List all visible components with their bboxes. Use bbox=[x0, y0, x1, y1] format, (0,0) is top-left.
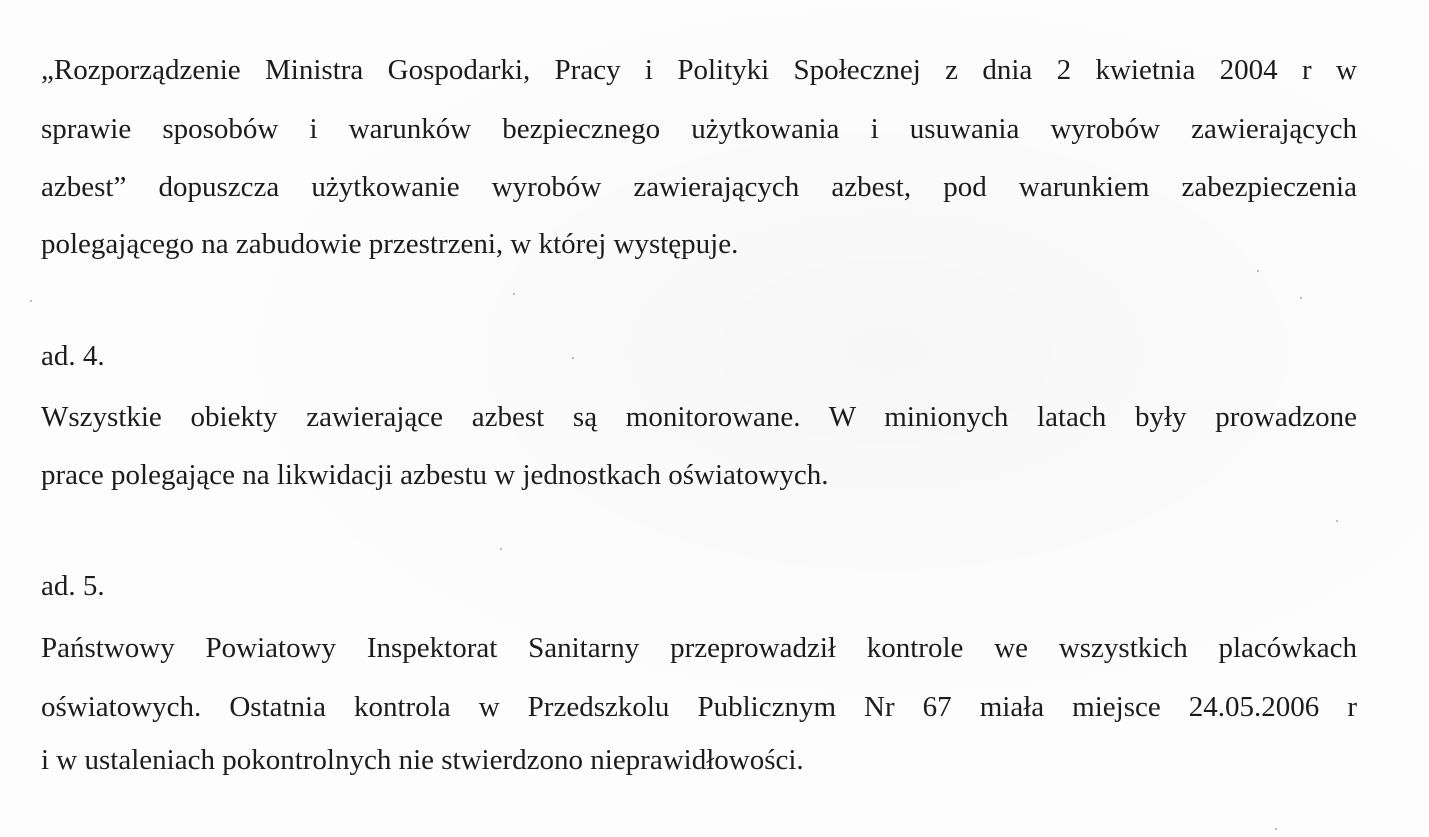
paragraph-1-line-4: polegającego na zabudowie przestrzeni, w której występuje. bbox=[41, 228, 739, 260]
section-ad4-heading: ad. 4. bbox=[41, 340, 105, 372]
paragraph-1-line-3: azbest” dopuszcza użytkowanie wyrobów zawierających azbest, pod warunkiem zabezpieczenia bbox=[41, 171, 1357, 203]
section-ad5-line-1: Państwowy Powiatowy Inspektorat Sanitarny przeprowadził kontrole we wszystkich placówkach bbox=[41, 632, 1357, 664]
section-ad4-line-1: Wszystkie obiekty zawierające azbest są monitorowane. W minionych latach były prowadzone bbox=[41, 401, 1357, 433]
scan-speck bbox=[1257, 270, 1259, 272]
paragraph-1-line-2: sprawie sposobów i warunków bezpiecznego użytkowania i usuwania wyrobów zawierających bbox=[41, 113, 1357, 145]
scan-speck bbox=[30, 300, 32, 302]
scan-speck bbox=[500, 548, 502, 550]
scan-speck bbox=[513, 293, 515, 295]
section-ad5-line-3: i w ustaleniach pokontrolnych nie stwierdzono nieprawidłowości. bbox=[41, 744, 804, 776]
scan-speck bbox=[1336, 520, 1338, 522]
section-ad4-line-2: prace polegające na likwidacji azbestu w jednostkach oświatowych. bbox=[41, 459, 829, 491]
section-ad5-heading: ad. 5. bbox=[41, 570, 105, 602]
scan-speck bbox=[1275, 828, 1277, 830]
scan-speck bbox=[1300, 297, 1302, 299]
paragraph-1-line-1: „Rozporządzenie Ministra Gospodarki, Pracy i Polityki Społecznej z dnia 2 kwietnia 2004 r w bbox=[41, 54, 1357, 86]
section-ad5-line-2: oświatowych. Ostatnia kontrola w Przedszkolu Publicznym Nr 67 miała miejsce 24.05.2006 r bbox=[41, 691, 1357, 723]
